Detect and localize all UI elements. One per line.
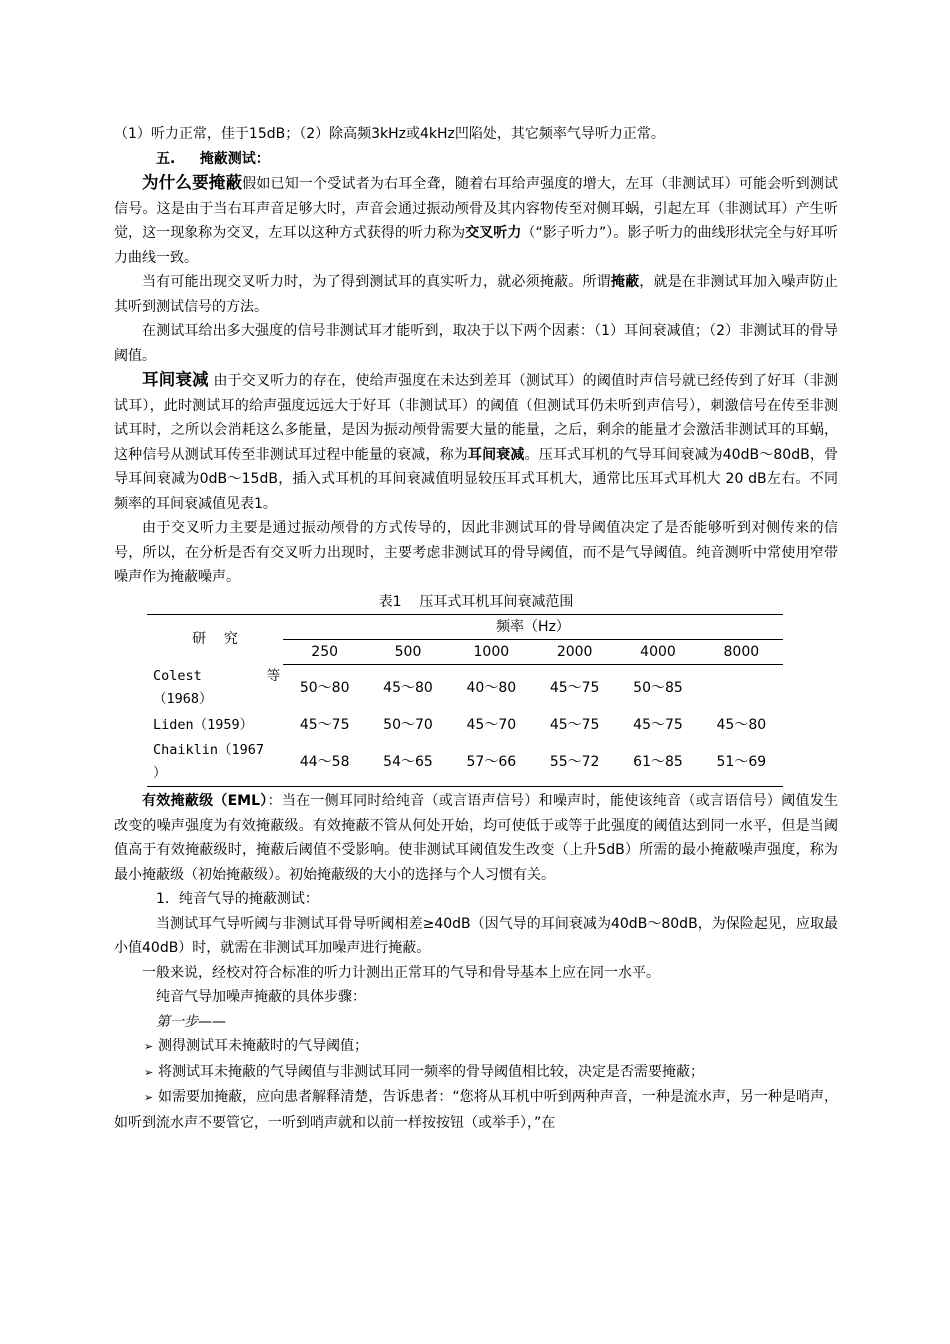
table-header-study: 研 究: [192, 631, 238, 648]
paragraph-factors: 在测试耳给出多大强度的信号非测试耳才能听到，取决于以下两个因素：（1）耳间衰减值；（2）非测试耳的骨导阈值。: [114, 323, 838, 364]
study-line-1: Colest 等: [153, 668, 281, 684]
attenuation-table: [147, 614, 783, 788]
table-cell: 57～66: [466, 754, 517, 770]
table-freq-4000: 4000: [616, 639, 699, 664]
paragraph-hearing-normal: （1）听力正常，佳于15dB；（2）除高频3kHz或4kHz凹陷处，其它频率气导听力正常。: [114, 126, 665, 142]
table-cell: 45～75: [633, 717, 683, 733]
table-freq-2000: 2000: [533, 639, 616, 664]
bullet-text: 测得测试耳未掩蔽时的气导阈值；: [158, 1038, 368, 1054]
paragraph-steps: 纯音气导加噪声掩蔽的具体步骤：: [156, 989, 366, 1005]
table-row: [147, 712, 783, 738]
paragraph-general: 一般来说，经校对符合标准的听力计测出正常耳的气导和骨导基本上应在同一水平。: [142, 964, 660, 981]
ia-text-2: 。压耳式耳机的气导耳间衰减为40dB～80dB，骨导耳间衰减为0dB～15dB，插入式耳机的耳间衰减值明显较压耳式耳机大，通常比压耳式耳机大 20 dB左右。不同频率的耳间衰减值见表1。: [114, 446, 838, 512]
table-header-frequency: 频率（Hz）: [283, 614, 783, 639]
study-line-2: （1968）: [153, 691, 213, 707]
section-title-masking: 五. 掩蔽测试：: [156, 150, 270, 167]
table-cell: 55～72: [549, 754, 600, 770]
paragraph-interaural-attenuation: [114, 368, 838, 516]
table-cell: 44～58: [299, 754, 350, 770]
table-caption: 表1 压耳式耳机耳间衰减范围: [378, 593, 574, 610]
table-row: [147, 664, 783, 712]
list-item: [114, 1060, 838, 1086]
why-text-2: （“影子听力”）。影子听力的曲线形状完全与好耳听力曲线一致。: [114, 225, 839, 266]
arrow-bullet-icon: ➢: [144, 1040, 154, 1053]
paragraph-bone-conduction: 由于交叉听力主要是通过振动颅骨的方式传导的，因此非测试耳的骨导阈值决定了是否能够听到对侧传来的信号，所以，在分析是否有交叉听力出现时，主要考虑非测试耳的骨导阈值，而不是气导阈值。纯音测听中常使用窄带噪声作为掩蔽噪声。: [114, 520, 838, 585]
subheading-pure-tone-masking: 1．纯音气导的掩蔽测试：: [156, 891, 319, 907]
table-cell: 45～70: [466, 717, 517, 733]
arrow-bullet-icon: ➢: [144, 1091, 154, 1104]
arrow-bullet-icon: ➢: [144, 1065, 154, 1079]
study-line-1: Chaiklin（1967: [153, 742, 265, 758]
study-line-1: Liden（1959）: [153, 716, 254, 733]
bullet-text: 将测试耳未掩蔽的气导阈值与非测试耳同一频率的骨导阈值相比较，决定是否需要掩蔽；: [158, 1063, 704, 1080]
ia-text-1: 由于交叉听力的存在，使给声强度在未达到差耳（测试耳）的阈值时声信号就已经传到了好耳（非测试耳），此时测试耳的给声强度远远大于好耳（非测试耳）的阈值（但测试耳仍未听到声信号），刺激信号在传至非测试耳时，之所以会消耗这么多能量，是因为振动颅骨需要大量的能量，之后，剩余的能量才会激活非测试耳的耳蜗，这种信号从测试耳传至非测试耳过程中能量的衰减，称为: [114, 373, 838, 463]
table-cell: 50～85: [633, 680, 683, 697]
table-cell: 50～70: [383, 717, 433, 733]
table-study-cell: [147, 664, 283, 712]
table-study-cell: [147, 712, 283, 738]
heading-eml: 有效掩蔽级（EML）: [142, 793, 268, 809]
table-freq-1000: 1000: [450, 639, 533, 664]
paragraph-why-masking: [114, 171, 838, 270]
heading-interaural-attenuation: 耳间衰减: [142, 370, 209, 389]
table-cell: [700, 664, 783, 712]
table-freq-8000: 8000: [700, 639, 783, 664]
step-one-label: 第一步——: [156, 1013, 226, 1030]
list-item: [114, 1034, 838, 1060]
term-cross-hearing: 交叉听力: [465, 225, 522, 241]
mask-def-text-2: ，就是在非测试耳加入噪声防止其听到测试信号的方法。: [114, 274, 839, 315]
heading-why-masking: 为什么要掩蔽: [142, 173, 243, 192]
table-cell: 45～80: [716, 717, 767, 733]
table-cell: 40～80: [466, 680, 517, 697]
table-cell: 45～75: [299, 717, 350, 733]
paragraph-masking-definition: [114, 270, 838, 319]
paragraph-when-mask: 当测试耳气导听阈与非测试耳骨导听阈相差≥40dB（因气导的耳间衰减为40dB～80dB，为保险起见，应取最小值40dB）时，就需在非测试耳加噪声进行掩蔽。: [114, 915, 838, 956]
table-cell: 51～69: [716, 754, 767, 770]
table-cell: 61～85: [633, 754, 683, 770]
table-freq-500: 500: [366, 639, 449, 664]
table-study-cell: [147, 738, 283, 787]
mask-def-text-1: 当有可能出现交叉听力时，为了得到测试耳的真实听力，就必须掩蔽。所谓: [142, 274, 611, 290]
term-interaural-attenuation: 耳间衰减: [467, 446, 525, 463]
paragraph-eml: [114, 789, 838, 887]
table-row: [147, 738, 783, 787]
table-cell: 54～65: [383, 754, 433, 770]
table-freq-250: 250: [283, 639, 366, 664]
term-masking: 掩蔽: [610, 274, 640, 290]
table-cell: 45～75: [549, 717, 600, 733]
bullet-text: 如需要加掩蔽，应向患者解释清楚，告诉患者：“您将从耳机中听到两种声音，一种是流水声，另一种是哨声，如听到流水声不要管它，一听到哨声就和以前一样按按钮（或举手），”在: [114, 1089, 838, 1131]
table-cell: 45～75: [549, 680, 600, 697]
table-cell: 50～80: [299, 680, 350, 697]
why-text-1: 假如已知一个受试者为右耳全聋，随着右耳给声强度的增大，左耳（非测试耳）可能会听到测试信号。这是由于当右耳声音足够大时，声音会通过振动颅骨及其内容物传至对侧耳蜗，引起左耳（非测试耳）产生听觉，这一现象称为交叉，左耳以这种方式获得的听力称为: [114, 176, 839, 241]
document-page: [114, 122, 838, 1135]
table-cell: 45～80: [383, 680, 433, 697]
study-line-2: ）: [153, 765, 167, 781]
list-item: [114, 1085, 838, 1135]
eml-text: ：当在一侧耳同时给纯音（或言语声信号）和噪声时，能使该纯音（或言语信号）阈值发生改变的噪声强度为有效掩蔽级。有效掩蔽不管从何处开始，均可使低于或等于此强度的阈值达到同一水平，但是当阈值高于有效掩蔽级时，掩蔽后阈值不受影响。使非测试耳阈值发生改变（上升5dB）所需的最小掩蔽噪声强度，称为最小掩蔽级（初始掩蔽级）。初始掩蔽级的大小的选择与个人习惯有关。: [114, 793, 838, 883]
